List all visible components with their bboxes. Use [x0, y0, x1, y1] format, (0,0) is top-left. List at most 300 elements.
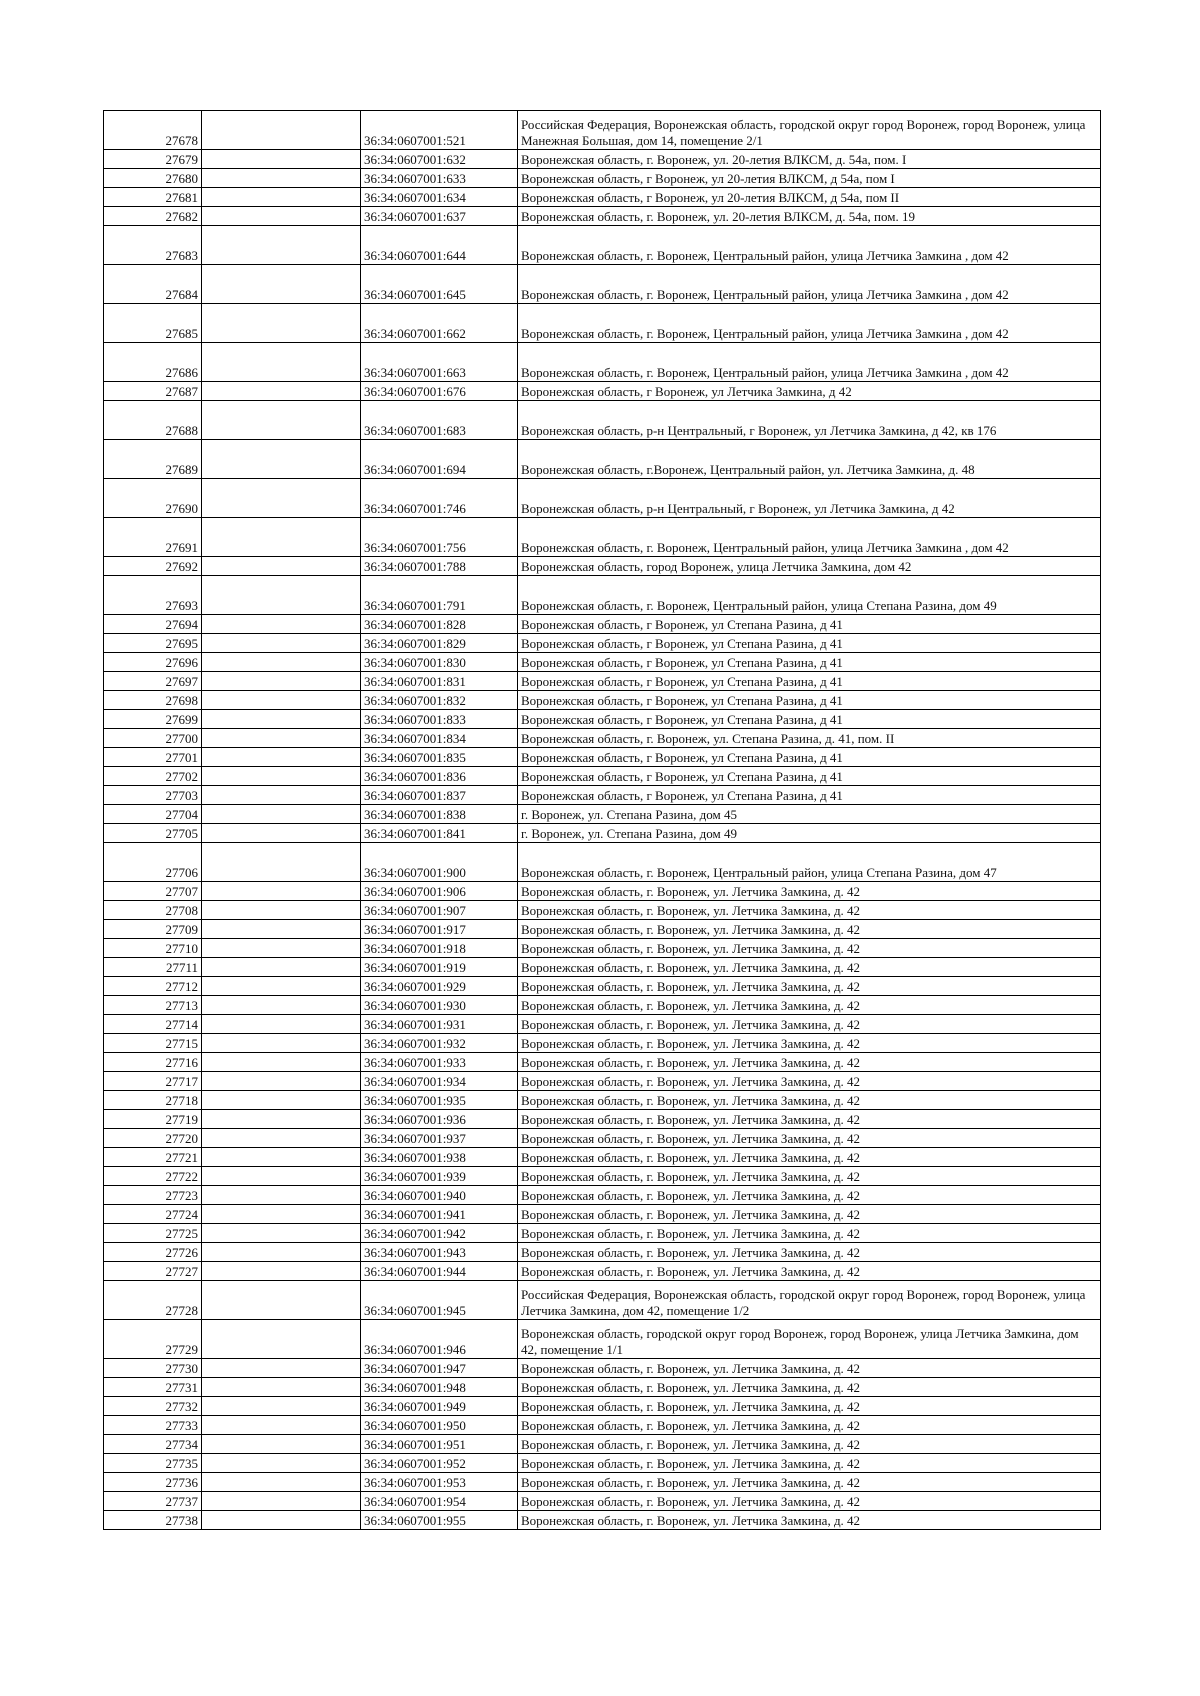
address: Воронежская область, г Воронеж, ул Степана Разина, д 41 [518, 691, 1101, 710]
cadastral-number: 36:34:0607001:521 [361, 111, 518, 150]
table-row [104, 1320, 1101, 1359]
address: Воронежская область, г. Воронеж, ул. Летчика Замкина, д. 42 [518, 1435, 1101, 1454]
empty-cell [202, 479, 361, 518]
row-number: 27691 [104, 518, 202, 557]
address: Воронежская область, г Воронеж, ул Степана Разина, д 41 [518, 634, 1101, 653]
empty-cell [202, 939, 361, 958]
table-row [104, 150, 1101, 169]
cadastral-number: 36:34:0607001:953 [361, 1473, 518, 1492]
empty-cell [202, 1053, 361, 1072]
row-number: 27688 [104, 401, 202, 440]
cadastral-number: 36:34:0607001:942 [361, 1224, 518, 1243]
table-row [104, 1281, 1101, 1320]
address: Воронежская область, город Воронеж, улица Летчика Замкина, дом 42 [518, 557, 1101, 576]
address: Воронежская область, г. Воронеж, ул. Летчика Замкина, д. 42 [518, 1224, 1101, 1243]
row-number: 27713 [104, 996, 202, 1015]
empty-cell [202, 805, 361, 824]
cadastral-number: 36:34:0607001:676 [361, 382, 518, 401]
row-number: 27702 [104, 767, 202, 786]
empty-cell [202, 557, 361, 576]
empty-cell [202, 169, 361, 188]
table-row [104, 1262, 1101, 1281]
empty-cell [202, 1072, 361, 1091]
row-number: 27687 [104, 382, 202, 401]
address: Воронежская область, г. Воронеж, Центральный район, улица Степана Разина, дом 49 [518, 576, 1101, 615]
address: Российская Федерация, Воронежская область, городской округ город Воронеж, город Воронеж, улица Летчика Замкина, дом 42, помещение 1/2 [518, 1281, 1101, 1320]
empty-cell [202, 786, 361, 805]
cadastral-number: 36:34:0607001:838 [361, 805, 518, 824]
empty-cell [202, 996, 361, 1015]
row-number: 27728 [104, 1281, 202, 1320]
row-number: 27729 [104, 1320, 202, 1359]
row-number: 27732 [104, 1397, 202, 1416]
cadastral-number: 36:34:0607001:791 [361, 576, 518, 615]
empty-cell [202, 1454, 361, 1473]
table-row [104, 1492, 1101, 1511]
cadastral-number: 36:34:0607001:841 [361, 824, 518, 843]
empty-cell [202, 843, 361, 882]
address: Воронежская область, г. Воронеж, ул. Летчика Замкина, д. 42 [518, 1034, 1101, 1053]
address: Воронежская область, г Воронеж, ул Степана Разина, д 41 [518, 615, 1101, 634]
empty-cell [202, 901, 361, 920]
address: Воронежская область, г. Воронеж, ул. Летчика Замкина, д. 42 [518, 1378, 1101, 1397]
table-row [104, 1072, 1101, 1091]
address: Воронежская область, г. Воронеж, ул. Летчика Замкина, д. 42 [518, 1015, 1101, 1034]
cadastral-number: 36:34:0607001:929 [361, 977, 518, 996]
row-number: 27701 [104, 748, 202, 767]
cadastral-number: 36:34:0607001:944 [361, 1262, 518, 1281]
cadastral-number: 36:34:0607001:933 [361, 1053, 518, 1072]
table-row [104, 1034, 1101, 1053]
row-number: 27680 [104, 169, 202, 188]
cadastral-number: 36:34:0607001:637 [361, 207, 518, 226]
address: Воронежская область, г. Воронеж, ул. Летчика Замкина, д. 42 [518, 1262, 1101, 1281]
empty-cell [202, 401, 361, 440]
table-row [104, 1454, 1101, 1473]
address: Воронежская область, г. Воронеж, ул. Летчика Замкина, д. 42 [518, 1511, 1101, 1530]
row-number: 27686 [104, 343, 202, 382]
empty-cell [202, 958, 361, 977]
cadastral-number: 36:34:0607001:900 [361, 843, 518, 882]
cadastral-number: 36:34:0607001:941 [361, 1205, 518, 1224]
table-row [104, 576, 1101, 615]
table-row [104, 304, 1101, 343]
empty-cell [202, 1320, 361, 1359]
table-row [104, 401, 1101, 440]
empty-cell [202, 1435, 361, 1454]
address: г. Воронеж, ул. Степана Разина, дом 49 [518, 824, 1101, 843]
address: Воронежская область, г. Воронеж, ул. 20-летия ВЛКСМ, д. 54а, пом. I [518, 150, 1101, 169]
row-number: 27684 [104, 265, 202, 304]
row-number: 27735 [104, 1454, 202, 1473]
table-body [104, 111, 1101, 1530]
empty-cell [202, 1205, 361, 1224]
cadastral-number: 36:34:0607001:945 [361, 1281, 518, 1320]
address: Воронежская область, г.Воронеж, Центральный район, ул. Летчика Замкина, д. 48 [518, 440, 1101, 479]
row-number: 27718 [104, 1091, 202, 1110]
cadastral-number: 36:34:0607001:831 [361, 672, 518, 691]
address: Воронежская область, г. Воронеж, ул. Летчика Замкина, д. 42 [518, 958, 1101, 977]
table-row [104, 1148, 1101, 1167]
row-number: 27699 [104, 710, 202, 729]
row-number: 27708 [104, 901, 202, 920]
row-number: 27694 [104, 615, 202, 634]
table-row [104, 729, 1101, 748]
table-row [104, 440, 1101, 479]
table-row [104, 748, 1101, 767]
empty-cell [202, 1186, 361, 1205]
address: Воронежская область, г. Воронеж, ул. Летчика Замкина, д. 42 [518, 1397, 1101, 1416]
table-row [104, 901, 1101, 920]
empty-cell [202, 265, 361, 304]
cadastral-number: 36:34:0607001:937 [361, 1129, 518, 1148]
cadastral-number: 36:34:0607001:833 [361, 710, 518, 729]
cadastral-number: 36:34:0607001:935 [361, 1091, 518, 1110]
cadastral-number: 36:34:0607001:954 [361, 1492, 518, 1511]
cadastral-number: 36:34:0607001:934 [361, 1072, 518, 1091]
empty-cell [202, 1262, 361, 1281]
address: Воронежская область, г. Воронеж, ул. 20-летия ВЛКСМ, д. 54а, пом. 19 [518, 207, 1101, 226]
row-number: 27706 [104, 843, 202, 882]
row-number: 27731 [104, 1378, 202, 1397]
address: Воронежская область, г. Воронеж, ул. Летчика Замкина, д. 42 [518, 977, 1101, 996]
cadastral-number: 36:34:0607001:950 [361, 1416, 518, 1435]
cadastral-number: 36:34:0607001:951 [361, 1435, 518, 1454]
table-row [104, 1511, 1101, 1530]
address: Воронежская область, г Воронеж, ул Летчика Замкина, д 42 [518, 382, 1101, 401]
row-number: 27678 [104, 111, 202, 150]
row-number: 27689 [104, 440, 202, 479]
empty-cell [202, 1110, 361, 1129]
address: Воронежская область, г. Воронеж, ул. Летчика Замкина, д. 42 [518, 1205, 1101, 1224]
table-row [104, 111, 1101, 150]
cadastral-number: 36:34:0607001:949 [361, 1397, 518, 1416]
cadastral-number: 36:34:0607001:683 [361, 401, 518, 440]
table-row [104, 996, 1101, 1015]
address: Воронежская область, г. Воронеж, ул. Летчика Замкина, д. 42 [518, 1053, 1101, 1072]
row-number: 27695 [104, 634, 202, 653]
row-number: 27692 [104, 557, 202, 576]
table-row [104, 1473, 1101, 1492]
table-row [104, 1416, 1101, 1435]
empty-cell [202, 615, 361, 634]
empty-cell [202, 1378, 361, 1397]
row-number: 27703 [104, 786, 202, 805]
address: Российская Федерация, Воронежская область, городской округ город Воронеж, город Воронеж, улица Манежная Большая, дом 14, помещение 2/1 [518, 111, 1101, 150]
address: Воронежская область, г. Воронеж, ул. Летчика Замкина, д. 42 [518, 1454, 1101, 1473]
row-number: 27697 [104, 672, 202, 691]
empty-cell [202, 729, 361, 748]
row-number: 27683 [104, 226, 202, 265]
row-number: 27730 [104, 1359, 202, 1378]
row-number: 27737 [104, 1492, 202, 1511]
row-number: 27714 [104, 1015, 202, 1034]
cadastral-number: 36:34:0607001:930 [361, 996, 518, 1015]
address: Воронежская область, г. Воронеж, Центральный район, улица Летчика Замкина , дом 42 [518, 343, 1101, 382]
table-row [104, 1129, 1101, 1148]
row-number: 27710 [104, 939, 202, 958]
cadastral-number: 36:34:0607001:946 [361, 1320, 518, 1359]
cadastral-number: 36:34:0607001:828 [361, 615, 518, 634]
row-number: 27720 [104, 1129, 202, 1148]
table-row [104, 343, 1101, 382]
address: Воронежская область, г Воронеж, ул Степана Разина, д 41 [518, 767, 1101, 786]
cadastral-number: 36:34:0607001:829 [361, 634, 518, 653]
empty-cell [202, 518, 361, 557]
address: Воронежская область, г Воронеж, ул Степана Разина, д 41 [518, 672, 1101, 691]
empty-cell [202, 672, 361, 691]
address: Воронежская область, г. Воронеж, Центральный район, улица Летчика Замкина , дом 42 [518, 518, 1101, 557]
empty-cell [202, 1397, 361, 1416]
table-row [104, 265, 1101, 304]
table-row [104, 977, 1101, 996]
empty-cell [202, 304, 361, 343]
table-row [104, 382, 1101, 401]
empty-cell [202, 111, 361, 150]
empty-cell [202, 440, 361, 479]
address: Воронежская область, г. Воронеж, Центральный район, улица Степана Разина, дом 47 [518, 843, 1101, 882]
cadastral-register-table [103, 110, 1101, 1530]
row-number: 27734 [104, 1435, 202, 1454]
row-number: 27707 [104, 882, 202, 901]
row-number: 27722 [104, 1167, 202, 1186]
empty-cell [202, 1359, 361, 1378]
table-row [104, 1243, 1101, 1262]
table-row [104, 226, 1101, 265]
empty-cell [202, 1416, 361, 1435]
row-number: 27705 [104, 824, 202, 843]
table-row [104, 615, 1101, 634]
table-row [104, 958, 1101, 977]
empty-cell [202, 1091, 361, 1110]
table-row [104, 824, 1101, 843]
empty-cell [202, 188, 361, 207]
table-row [104, 786, 1101, 805]
table-row [104, 805, 1101, 824]
table-row [104, 1110, 1101, 1129]
row-number: 27693 [104, 576, 202, 615]
row-number: 27715 [104, 1034, 202, 1053]
cadastral-number: 36:34:0607001:936 [361, 1110, 518, 1129]
empty-cell [202, 882, 361, 901]
row-number: 27716 [104, 1053, 202, 1072]
address: Воронежская область, г. Воронеж, ул. Летчика Замкина, д. 42 [518, 1167, 1101, 1186]
cadastral-number: 36:34:0607001:834 [361, 729, 518, 748]
row-number: 27700 [104, 729, 202, 748]
cadastral-number: 36:34:0607001:932 [361, 1034, 518, 1053]
table-row [104, 653, 1101, 672]
cadastral-number: 36:34:0607001:907 [361, 901, 518, 920]
row-number: 27719 [104, 1110, 202, 1129]
table-row [104, 843, 1101, 882]
table-row [104, 479, 1101, 518]
empty-cell [202, 920, 361, 939]
cadastral-number: 36:34:0607001:940 [361, 1186, 518, 1205]
table-row [104, 1224, 1101, 1243]
empty-cell [202, 653, 361, 672]
address: Воронежская область, г Воронеж, ул Степана Разина, д 41 [518, 653, 1101, 672]
row-number: 27726 [104, 1243, 202, 1262]
address: Воронежская область, г. Воронеж, ул. Летчика Замкина, д. 42 [518, 1473, 1101, 1492]
table-row [104, 672, 1101, 691]
cadastral-number: 36:34:0607001:832 [361, 691, 518, 710]
row-number: 27685 [104, 304, 202, 343]
address: Воронежская область, р-н Центральный, г Воронеж, ул Летчика Замкина, д 42 [518, 479, 1101, 518]
address: Воронежская область, г. Воронеж, ул. Летчика Замкина, д. 42 [518, 1072, 1101, 1091]
address: Воронежская область, г. Воронеж, ул. Летчика Замкина, д. 42 [518, 1243, 1101, 1262]
table-row [104, 188, 1101, 207]
address: Воронежская область, г Воронеж, ул 20-летия ВЛКСМ, д 54а, пом II [518, 188, 1101, 207]
empty-cell [202, 576, 361, 615]
table-row [104, 1397, 1101, 1416]
cadastral-number: 36:34:0607001:663 [361, 343, 518, 382]
table-row [104, 1378, 1101, 1397]
table-row [104, 1205, 1101, 1224]
address: Воронежская область, г. Воронеж, ул. Летчика Замкина, д. 42 [518, 882, 1101, 901]
cadastral-number: 36:34:0607001:952 [361, 1454, 518, 1473]
empty-cell [202, 1034, 361, 1053]
empty-cell [202, 824, 361, 843]
cadastral-number: 36:34:0607001:837 [361, 786, 518, 805]
empty-cell [202, 1148, 361, 1167]
empty-cell [202, 691, 361, 710]
cadastral-number: 36:34:0607001:931 [361, 1015, 518, 1034]
empty-cell [202, 1281, 361, 1320]
address: Воронежская область, г Воронеж, ул Степана Разина, д 41 [518, 786, 1101, 805]
cadastral-number: 36:34:0607001:633 [361, 169, 518, 188]
cadastral-number: 36:34:0607001:918 [361, 939, 518, 958]
address: Воронежская область, г. Воронеж, ул. Летчика Замкина, д. 42 [518, 1091, 1101, 1110]
cadastral-number: 36:34:0607001:835 [361, 748, 518, 767]
empty-cell [202, 1167, 361, 1186]
table-row [104, 767, 1101, 786]
address: Воронежская область, г. Воронеж, ул. Летчика Замкина, д. 42 [518, 996, 1101, 1015]
cadastral-number: 36:34:0607001:939 [361, 1167, 518, 1186]
address: Воронежская область, г. Воронеж, ул. Летчика Замкина, д. 42 [518, 1148, 1101, 1167]
empty-cell [202, 977, 361, 996]
row-number: 27709 [104, 920, 202, 939]
row-number: 27725 [104, 1224, 202, 1243]
table-row [104, 1167, 1101, 1186]
address: Воронежская область, г. Воронеж, Центральный район, улица Летчика Замкина , дом 42 [518, 265, 1101, 304]
table-row [104, 634, 1101, 653]
row-number: 27682 [104, 207, 202, 226]
table-row [104, 920, 1101, 939]
cadastral-number: 36:34:0607001:917 [361, 920, 518, 939]
address: Воронежская область, г Воронеж, ул Степана Разина, д 41 [518, 710, 1101, 729]
empty-cell [202, 710, 361, 729]
row-number: 27698 [104, 691, 202, 710]
cadastral-number: 36:34:0607001:836 [361, 767, 518, 786]
address: Воронежская область, г Воронеж, ул 20-летия ВЛКСМ, д 54а, пом I [518, 169, 1101, 188]
cadastral-number: 36:34:0607001:830 [361, 653, 518, 672]
empty-cell [202, 767, 361, 786]
table-row [104, 882, 1101, 901]
address: Воронежская область, г. Воронеж, ул. Летчика Замкина, д. 42 [518, 1416, 1101, 1435]
row-number: 27711 [104, 958, 202, 977]
address: Воронежская область, г. Воронеж, ул. Летчика Замкина, д. 42 [518, 901, 1101, 920]
cadastral-number: 36:34:0607001:645 [361, 265, 518, 304]
row-number: 27681 [104, 188, 202, 207]
empty-cell [202, 207, 361, 226]
cadastral-number: 36:34:0607001:694 [361, 440, 518, 479]
empty-cell [202, 226, 361, 265]
cadastral-number: 36:34:0607001:634 [361, 188, 518, 207]
row-number: 27704 [104, 805, 202, 824]
cadastral-number: 36:34:0607001:919 [361, 958, 518, 977]
cadastral-number: 36:34:0607001:788 [361, 557, 518, 576]
row-number: 27723 [104, 1186, 202, 1205]
address: Воронежская область, г. Воронеж, Центральный район, улица Летчика Замкина , дом 42 [518, 304, 1101, 343]
cadastral-number: 36:34:0607001:632 [361, 150, 518, 169]
table-row [104, 710, 1101, 729]
address: Воронежская область, г. Воронеж, ул. Летчика Замкина, д. 42 [518, 939, 1101, 958]
address: Воронежская область, г. Воронеж, ул. Летчика Замкина, д. 42 [518, 1110, 1101, 1129]
cadastral-number: 36:34:0607001:906 [361, 882, 518, 901]
address: Воронежская область, городской округ город Воронеж, город Воронеж, улица Летчика Замкина, дом 42, помещение 1/1 [518, 1320, 1101, 1359]
row-number: 27679 [104, 150, 202, 169]
empty-cell [202, 748, 361, 767]
row-number: 27721 [104, 1148, 202, 1167]
empty-cell [202, 1224, 361, 1243]
empty-cell [202, 1511, 361, 1530]
empty-cell [202, 1243, 361, 1262]
empty-cell [202, 1473, 361, 1492]
table-row [104, 691, 1101, 710]
empty-cell [202, 343, 361, 382]
cadastral-number: 36:34:0607001:746 [361, 479, 518, 518]
row-number: 27738 [104, 1511, 202, 1530]
row-number: 27727 [104, 1262, 202, 1281]
table-row [104, 1015, 1101, 1034]
cadastral-number: 36:34:0607001:943 [361, 1243, 518, 1262]
empty-cell [202, 1129, 361, 1148]
table-row [104, 939, 1101, 958]
table-row [104, 207, 1101, 226]
row-number: 27724 [104, 1205, 202, 1224]
cadastral-number: 36:34:0607001:756 [361, 518, 518, 557]
address: Воронежская область, г. Воронеж, Центральный район, улица Летчика Замкина , дом 42 [518, 226, 1101, 265]
row-number: 27717 [104, 1072, 202, 1091]
table-row [104, 1359, 1101, 1378]
address: Воронежская область, г. Воронеж, ул. Летчика Замкина, д. 42 [518, 1186, 1101, 1205]
table-row [104, 1186, 1101, 1205]
row-number: 27712 [104, 977, 202, 996]
address: Воронежская область, г. Воронеж, ул. Степана Разина, д. 41, пом. II [518, 729, 1101, 748]
table-row [104, 518, 1101, 557]
address: Воронежская область, г. Воронеж, ул. Летчика Замкина, д. 42 [518, 920, 1101, 939]
row-number: 27690 [104, 479, 202, 518]
table-row [104, 1091, 1101, 1110]
cadastral-number: 36:34:0607001:938 [361, 1148, 518, 1167]
table-row [104, 1053, 1101, 1072]
cadastral-number: 36:34:0607001:948 [361, 1378, 518, 1397]
empty-cell [202, 150, 361, 169]
row-number: 27733 [104, 1416, 202, 1435]
cadastral-number: 36:34:0607001:947 [361, 1359, 518, 1378]
cadastral-number: 36:34:0607001:644 [361, 226, 518, 265]
table-row [104, 169, 1101, 188]
empty-cell [202, 1492, 361, 1511]
row-number: 27696 [104, 653, 202, 672]
address: Воронежская область, г. Воронеж, ул. Летчика Замкина, д. 42 [518, 1129, 1101, 1148]
empty-cell [202, 382, 361, 401]
address: Воронежская область, г. Воронеж, ул. Летчика Замкина, д. 42 [518, 1492, 1101, 1511]
row-number: 27736 [104, 1473, 202, 1492]
table-row [104, 557, 1101, 576]
empty-cell [202, 1015, 361, 1034]
cadastral-number: 36:34:0607001:662 [361, 304, 518, 343]
